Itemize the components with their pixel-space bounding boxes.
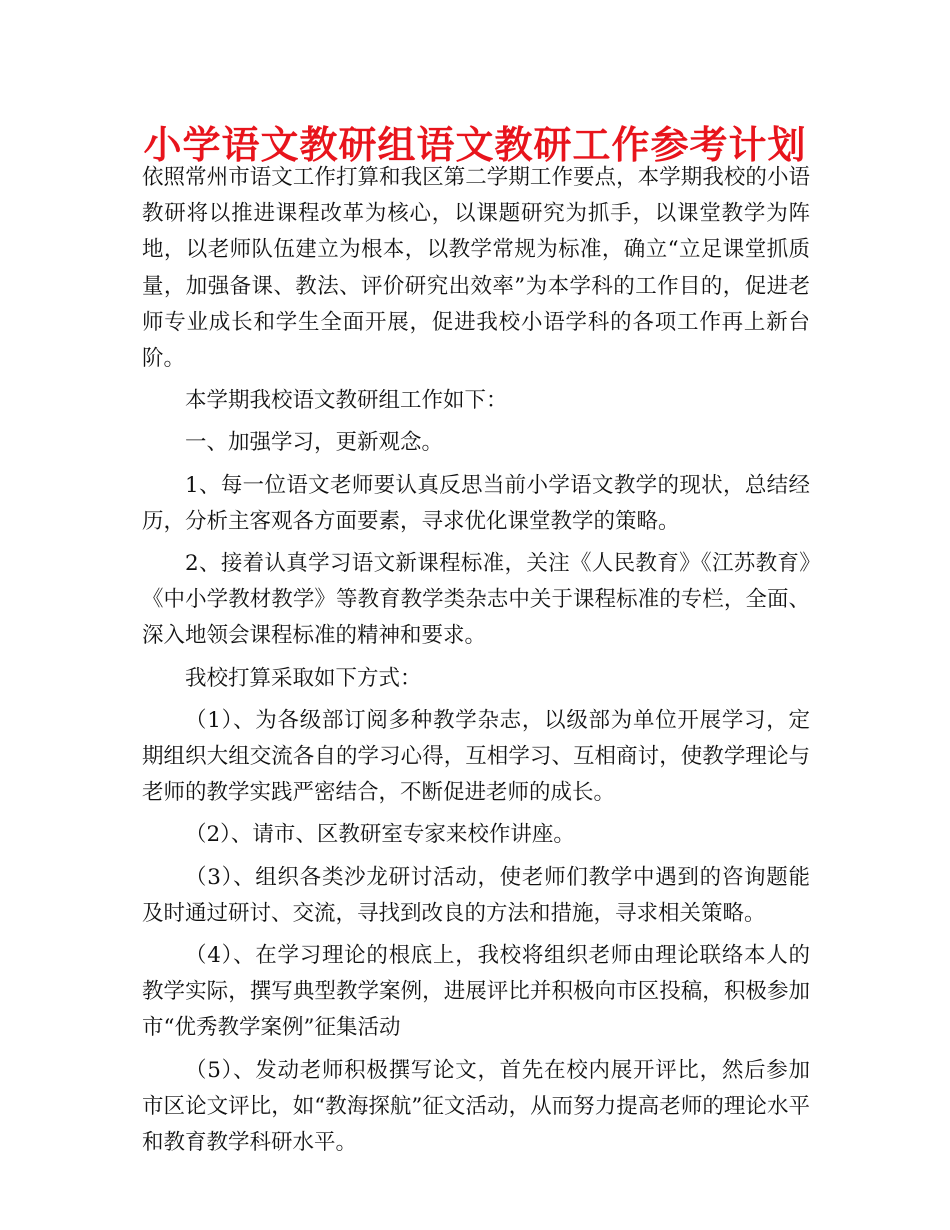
method-paragraph-3: （3）、组织各类沙龙研讨活动，使老师们教学中遇到的咨询题能及时通过研讨、交流，寻找到改良的方法和措施，寻求相关策略。	[142, 864, 810, 926]
method-paragraph-4: （4）、在学习理论的根底上，我校将组织老师由理论联络本人的教学实际，撰写典型教学案例，进展评比并积极向市区投稿，积极参加市“优秀教学案例”征集活动	[142, 943, 810, 1041]
item-paragraph-1: 1、每一位语文老师要认真反思当前小学语文教学的现状，总结经历，分析主客观各方面要素，寻求优化课堂教学的策略。	[142, 472, 810, 534]
method-paragraph-2: （2）、请市、区教研室专家来校作讲座。	[185, 822, 575, 848]
methods-heading: 我校打算采取如下方式：	[185, 665, 422, 691]
item-paragraph-2: 2、接着认真学习语文新课程标准，关注《人民教育》《江苏教育》《中小学教材教学》等教育教学类杂志中关于课程标准的专栏，全面、深入地领会课程标准的精神和要求。	[142, 551, 810, 649]
intro-paragraph: 依照常州市语文工作打算和我区第二学期工作要点，本学期我校的小语教研将以推进课程改革为核心，以课题研究为抓手，以课堂教学为阵地，以老师队伍建立为根本，以教学常规为标准，确立“立足课堂抓质量，加强备课、教法、评价研究出效率”为本学科的工作目的，促进老师专业成长和学生全面开展，促进我校小语学科的各项工作再上新台阶。	[142, 165, 810, 372]
document-title: 小学语文教研组语文教研工作参考计划	[143, 123, 807, 167]
method-paragraph-5: （5）、发动老师积极撰写论文，首先在校内展开评比，然后参加市区论文评比，如“教海探航”征文活动，从而努力提高老师的理论水平和教育教学科研水平。	[142, 1057, 810, 1156]
document-body	[142, 160, 810, 1161]
method-paragraph-1: （1）、为各级部订阅多种教学杂志，以级部为单位开展学习，定期组织大组交流各自的学习心得，互相学习、互相商讨，使教学理论与老师的教学实践严密结合，不断促进老师的成长。	[142, 707, 810, 806]
work-plan-heading: 本学期我校语文教研组工作如下：	[185, 388, 508, 414]
section-heading-1: 一、加强学习，更新观念。	[185, 430, 444, 456]
